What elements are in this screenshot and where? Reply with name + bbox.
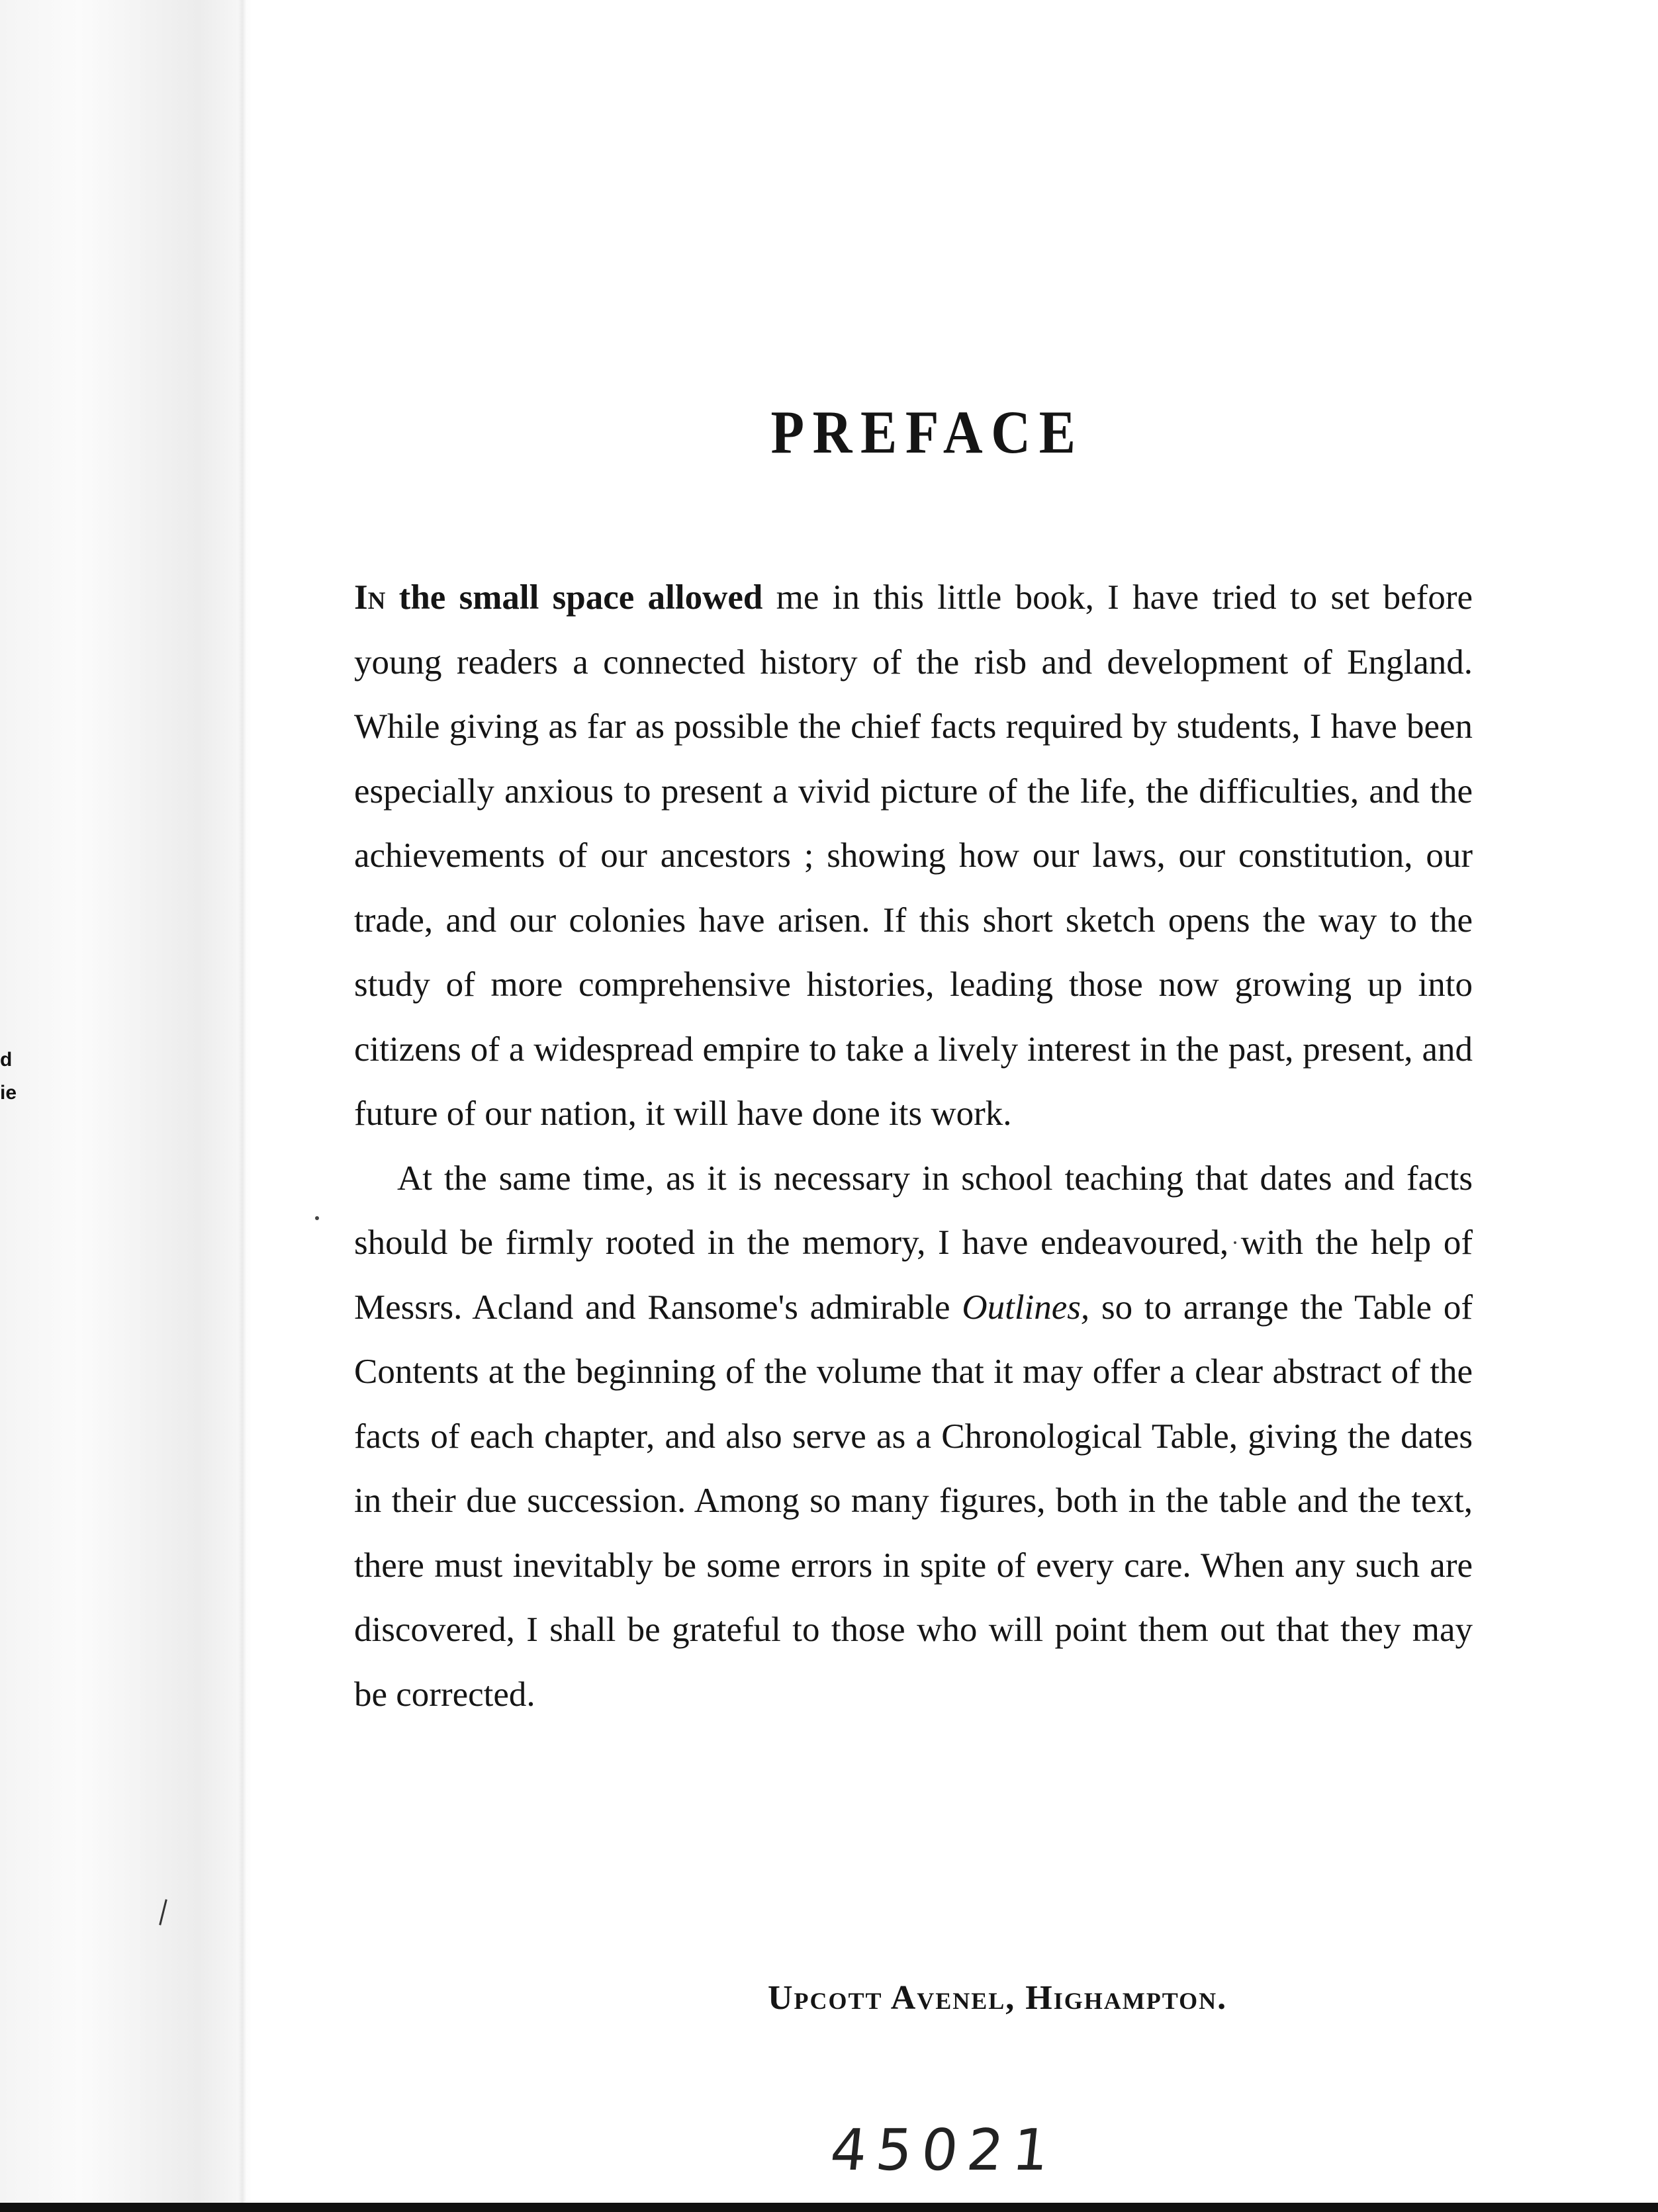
lead-in-words: In	[354, 578, 386, 617]
paragraph	[354, 1147, 1473, 1728]
scan-bottom-edge	[0, 2203, 1658, 2212]
paragraph-text: At the same time, as it is necessary in school teaching that dates and facts should be firmly rooted in the memory, I have endeavoured, with the help of Messrs. Acland and Ransome's admirable	[354, 1159, 1473, 1327]
page-title: PREFACE	[770, 398, 1084, 466]
italic-book-title: Outlines,	[962, 1288, 1090, 1327]
left-page-fragment: d	[0, 1049, 13, 1071]
page-fold-shadow	[238, 0, 246, 2212]
left-page-fragment: ie	[0, 1082, 17, 1104]
author-location-signature: Upcott Avenel, Highampton.	[768, 1979, 1228, 2017]
handwritten-catalog-number: 45021	[827, 2117, 1062, 2184]
lead-in-bold-text: the small space allowed	[398, 578, 763, 617]
preface-body	[354, 566, 1473, 1727]
ink-speck	[315, 1216, 319, 1220]
paragraph-text: me in this little book, I have tried to set before young readers a connected history of the risb and development of England. While giving as far as possible the chief facts required by students, I have been especially anxious to present a vivid picture of the life, the difficulties, and the achievements of our ancestors ; showing how our laws, our constitution, our trade, and our colonies have arisen. If this short sketch opens the way to the study of more comprehensive histories, leading those now growing up into citizens of a widespread empire to take a lively interest in the past, present, and future of our nation, it will have done its work.	[354, 578, 1473, 1133]
paragraph	[354, 566, 1473, 1147]
paragraph-text: so to arrange the Table of Contents at the beginning of the volume that it may offer a clear abstract of the facts of each chapter, and also serve as a Chronological Table, giving the dates in their due succession. Among so many figures, both in the table and the text, there must inevitably be some errors in spite of every care. When any such are discovered, I shall be grateful to those who will point them out that they may be corrected.	[354, 1288, 1473, 1714]
page-gutter	[0, 0, 252, 2212]
